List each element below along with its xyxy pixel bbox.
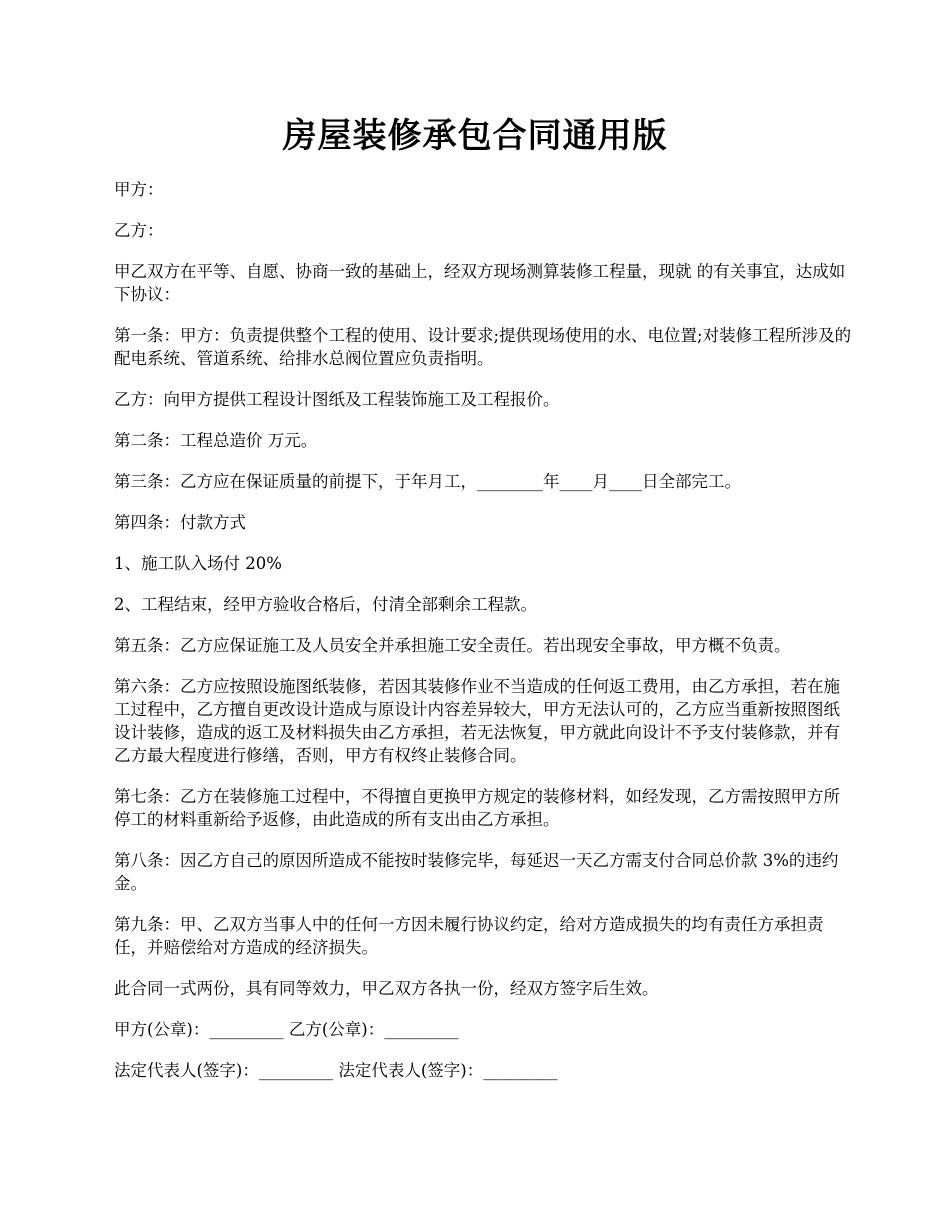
closing-clause: 此合同一式两份，具有同等效力，甲乙双方各执一份，经双方签字后生效。 [114, 979, 659, 998]
payment-item-2: 2、工程结束，经甲方验收合格后，付清全部剩余工程款。 [114, 595, 537, 614]
preamble: 甲乙双方在平等、自愿、协商一致的基础上，经双方现场测算装修工程量，现就 的有关事宜，达成如下协议： [114, 262, 846, 304]
article-8: 第八条：因乙方自己的原因所造成不能按时装修完毕，每延迟一天乙方需支付合同总价款 3%的违约金。 [114, 851, 839, 893]
article-7: 第七条：乙方在装修施工过程中，不得擅自更换甲方规定的装修材料，如经发现，乙方需按照甲方所停工的材料重新给予返修，由此造成的所有支出由乙方承担。 [114, 787, 840, 829]
article-3: 第三条：乙方应在保证质量的前提下，于年月工，________年____月____日全部完工。 [114, 472, 741, 491]
party-b-line: 乙方： [114, 221, 164, 240]
signature-line: 法定代表人(签字)：_________ 法定代表人(签字)：_________ [114, 1061, 558, 1080]
article-6: 第六条：乙方应按照设施图纸装修，若因其装修作业不当造成的任何返工费用，由乙方承担，若在施工过程中，乙方擅自更改设计造成与原设计内容差异较大，甲方无法认可的，乙方应当重新按照图纸设计装修，造成的返工及材料损失由乙方承担，若无法恢复，甲方就此向设计不予支付装修款，并有乙方最大程度进行修缮，否则，甲方有权终止装修合同。 [114, 677, 840, 765]
article-1-party-b: 乙方：向甲方提供工程设计图纸及工程装饰施工及工程报价。 [114, 390, 560, 409]
document-body [114, 178, 854, 1100]
article-1: 第一条：甲方：负责提供整个工程的使用、设计要求;提供现场使用的水、电位置;对装修工程所涉及的配电系统、管道系统、给排水总阀位置应负责指明。 [114, 326, 852, 368]
document-title: 房屋装修承包合同通用版 [282, 116, 668, 156]
article-4: 第四条：付款方式 [114, 513, 246, 532]
payment-item-1: 1、施工队入场付 20% [114, 554, 282, 573]
article-9: 第九条：甲、乙双方当事人中的任何一方因未履行协议约定，给对方造成损失的均有责任方承担责任，并赔偿给对方造成的经济损失。 [114, 915, 824, 957]
party-a-line: 甲方： [114, 180, 164, 199]
seal-line: 甲方(公章)：_________ 乙方(公章)：_________ [114, 1020, 459, 1039]
article-2: 第二条：工程总造价 万元。 [114, 431, 318, 450]
article-5: 第五条：乙方应保证施工及人员安全并承担施工安全责任。若出现安全事故，甲方概不负责。 [114, 636, 791, 655]
